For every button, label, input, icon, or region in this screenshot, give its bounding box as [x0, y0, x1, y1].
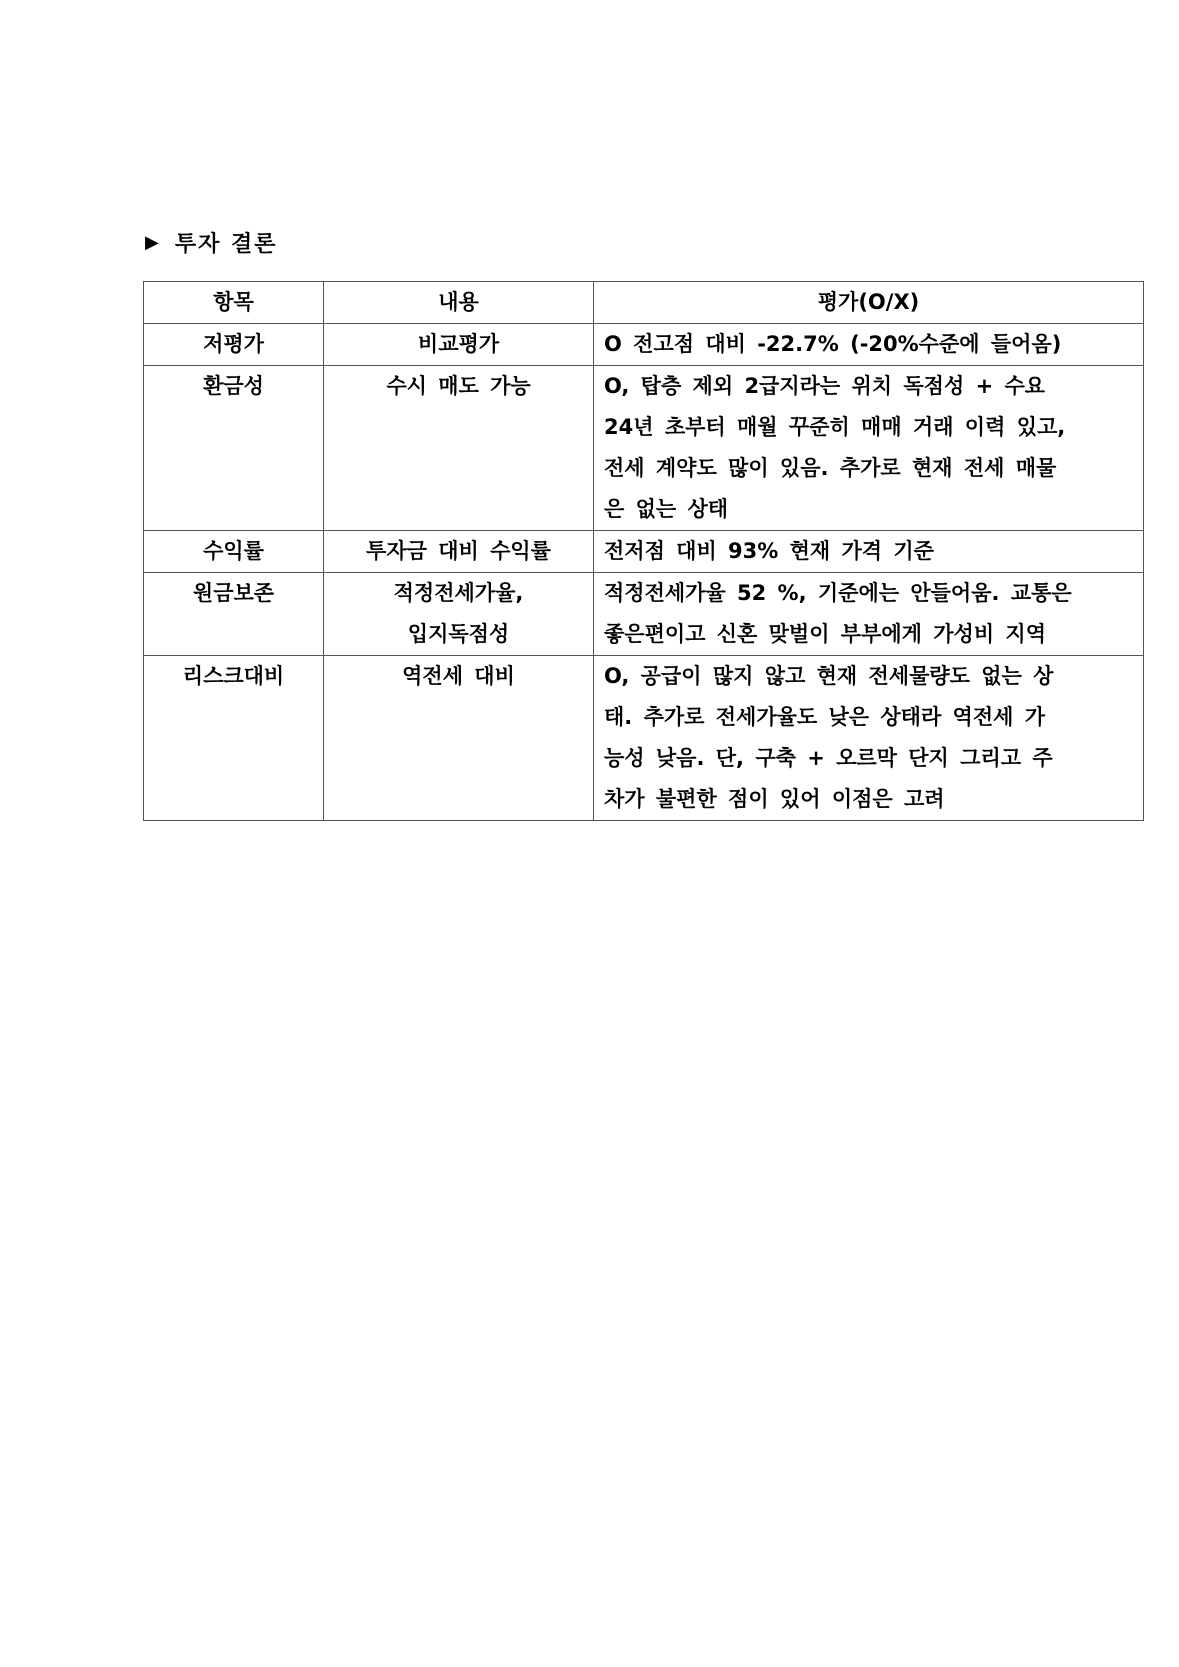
content-line: 투자금 대비 수익률 [366, 539, 551, 563]
content-cell [324, 656, 594, 821]
table-row [144, 531, 1144, 573]
content-line: 적정전세가율, [393, 581, 524, 605]
table-row [144, 573, 1144, 656]
header-content: 내용 [324, 282, 594, 324]
content-cell [324, 573, 594, 656]
evaluation-line: O, 탑층 제외 2급지라는 위치 독점성 + 수요 [604, 374, 1046, 398]
item-cell: 원금보존 [144, 573, 324, 656]
evaluation-line: O 전고점 대비 -22.7% (-20%수준에 들어옴) [604, 332, 1062, 356]
evaluation-line: 24년 초부터 매월 꾸준히 매매 거래 이력 있고, [604, 415, 1066, 439]
header-item: 항목 [144, 282, 324, 324]
item-cell: 환금성 [144, 366, 324, 531]
table-row [144, 324, 1144, 366]
evaluation-cell [594, 324, 1144, 366]
content-cell [324, 366, 594, 531]
table-row [144, 656, 1144, 821]
evaluation-line: O, 공급이 많지 않고 현재 전세물량도 없는 상 [604, 664, 1054, 688]
table-header-row [144, 282, 1144, 324]
section-title: 투자 결론 [174, 231, 278, 257]
item-cell: 리스크대비 [144, 656, 324, 821]
evaluation-line: 능성 낮음. 단, 구축 + 오르막 단지 그리고 주 [604, 746, 1053, 770]
evaluation-line: 차가 불편한 점이 있어 이점은 고려 [604, 787, 945, 811]
table-row [144, 366, 1144, 531]
evaluation-line: 은 없는 상태 [604, 497, 729, 521]
content-cell [324, 531, 594, 573]
investment-conclusion-table [143, 281, 1144, 821]
evaluation-cell [594, 531, 1144, 573]
content-line: 비교평가 [417, 332, 500, 356]
content-line: 입지독점성 [407, 622, 510, 646]
evaluation-cell [594, 656, 1144, 821]
evaluation-line: 전저점 대비 93% 현재 가격 기준 [604, 539, 934, 563]
evaluation-line: 태. 추가로 전세가율도 낮은 상태라 역전세 가 [604, 705, 1045, 729]
content-line: 역전세 대비 [402, 664, 515, 688]
evaluation-line: 적정전세가율 52 %, 기준에는 안들어움. 교통은 [604, 581, 1072, 605]
item-cell: 저평가 [144, 324, 324, 366]
evaluation-cell [594, 573, 1144, 656]
section-heading [145, 224, 278, 260]
item-cell: 수익률 [144, 531, 324, 573]
evaluation-cell [594, 366, 1144, 531]
header-evaluation: 평가(O/X) [594, 282, 1144, 324]
triangle-bullet-icon: ▶ [145, 231, 159, 253]
evaluation-line: 전세 계약도 많이 있음. 추가로 현재 전세 매물 [604, 456, 1057, 480]
evaluation-line: 좋은편이고 신혼 맞벌이 부부에게 가성비 지역 [604, 622, 1046, 646]
content-line: 수시 매도 가능 [386, 374, 531, 398]
content-cell [324, 324, 594, 366]
